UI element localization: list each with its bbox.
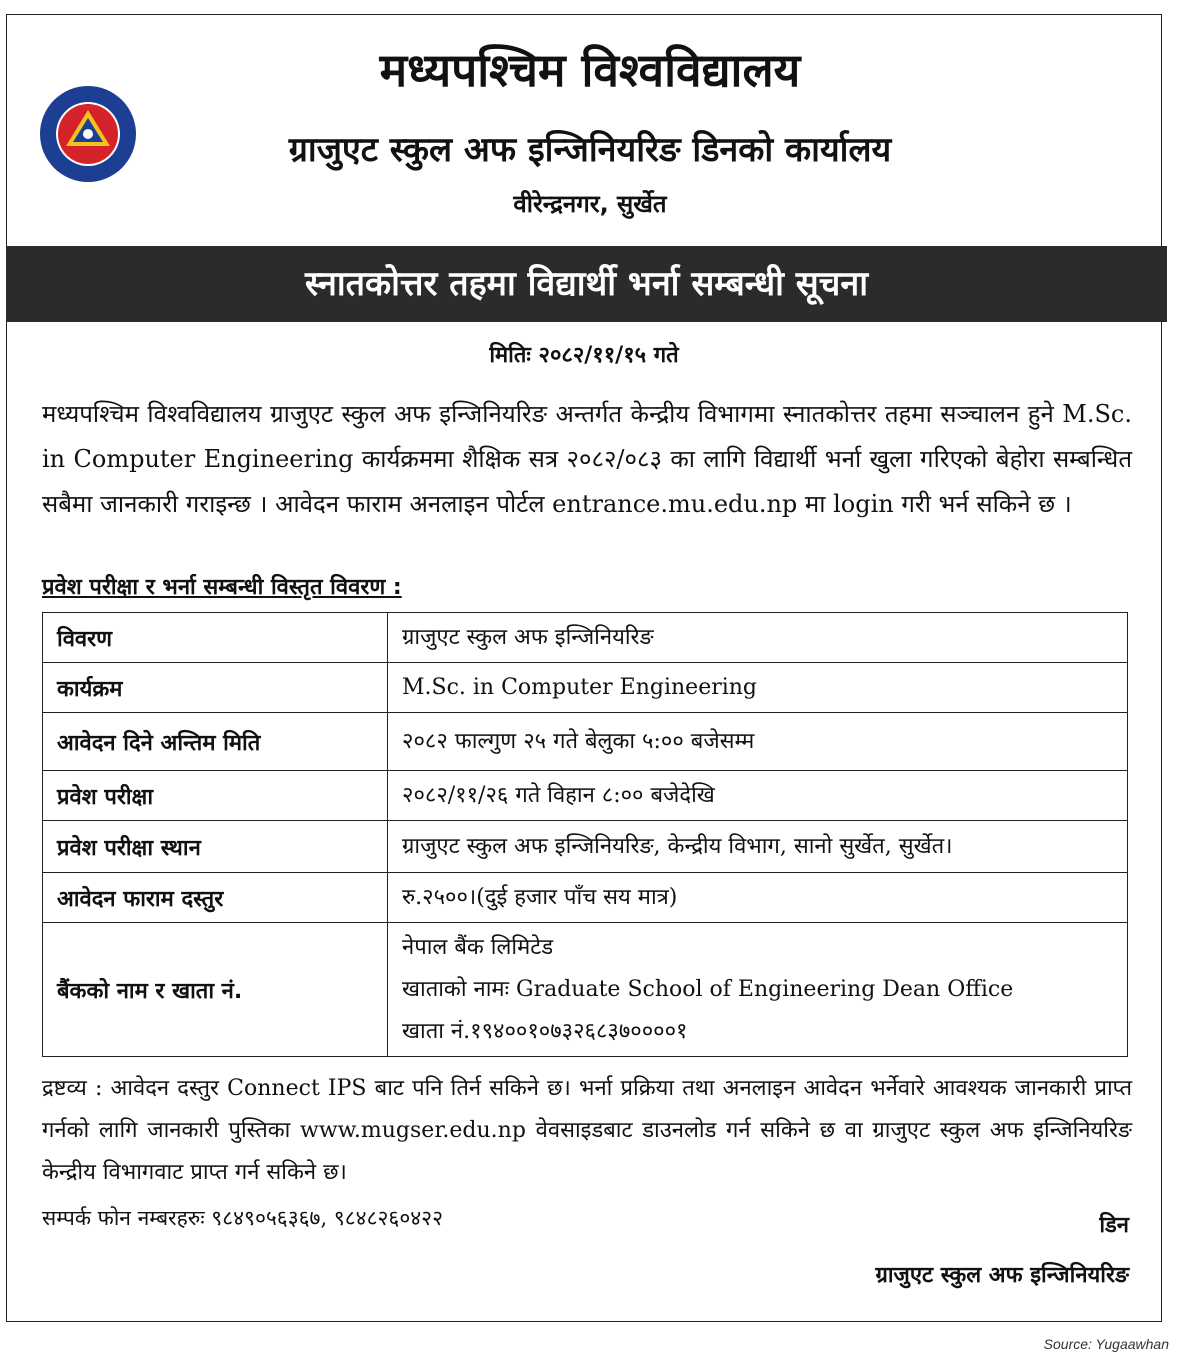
details-heading: प्रवेश परीक्षा र भर्ना सम्बन्धी विस्तृत विवरण : [42,575,402,600]
account-name: खाताको नामः Graduate School of Engineering Dean Office [402,976,1014,1002]
table-row [43,923,1128,1057]
bank-details [388,923,1128,1057]
row-value: रु.२५००।(दुई हजार पाँच सय मात्र) [388,873,1128,923]
office-name: ग्राजुएट स्कुल अफ इन्जिनियरिङ डिनको कार्यालय [288,130,892,170]
table-row [43,821,1128,873]
university-name: मध्यपश्चिम विश्वविद्यालय [379,43,801,97]
row-value: २०८२/११/२६ गते विहान ८:०० बजेदेखि [388,771,1128,821]
details-table [42,612,1128,1057]
row-value: M.Sc. in Computer Engineering [388,663,1128,713]
row-label: विवरण [43,613,388,663]
row-value: ग्राजुएट स्कुल अफ इन्जिनियरिङ [388,613,1128,663]
bank-name: नेपाल बैंक लिमिटेड [402,934,554,960]
account-number: खाता नं.१९४००१०७३२६८३७००००१ [402,1018,688,1044]
university-logo [38,84,138,184]
row-label: प्रवेश परीक्षा स्थान [43,821,388,873]
address: वीरेन्द्रनगर, सुर्खेत [513,190,667,218]
table-row [43,713,1128,771]
table-row [43,873,1128,923]
table-row [43,613,1128,663]
row-label: आवेदन फाराम दस्तुर [43,873,388,923]
table-row [43,663,1128,713]
contact-numbers: सम्पर्क फोन नम्बरहरुः ९८४९०५६३६७, ९८४८२६०४२२ [42,1206,444,1230]
row-label: कार्यक्रम [43,663,388,713]
row-value: २०८२ फाल्गुण २५ गते बेलुका ५:०० बजेसम्म [388,713,1128,771]
note-paragraph: द्रष्टव्य : आवेदन दस्तुर Connect IPS बाट पनि तिर्न सकिने छ। भर्ना प्रक्रिया तथा अनलाइन आवेदन भर्नेवारे आवश्यक जानकारी प्राप्त गर्नको लागि जानकारी पुस्तिका www.mugser.edu.np वेवसाइडबाट डाउनलोड गर्न सकिने छ वा ग्राजुएट स्कुल अफ इन्जिनियरिङ केन्द्रीय विभागवाट प्राप्त गर्न सकिने छ। [42,1076,1132,1185]
bank-label: बैंकको नाम र खाता नं. [43,923,388,1057]
notice-title-banner: स्नातकोत्तर तहमा विद्यार्थी भर्ना सम्बन्धी सूचना [6,246,1167,322]
row-label: आवेदन दिने अन्तिम मिति [43,713,388,771]
signatory-title: डिन [1099,1213,1129,1238]
notice-date: मितिः २०८२/११/१५ गते [489,343,679,368]
signatory-office: ग्राजुएट स्कुल अफ इन्जिनियरिङ [875,1263,1129,1288]
notice-paragraph: मध्यपश्चिम विश्वविद्यालय ग्राजुएट स्कुल अफ इन्जिनियरिङ अन्तर्गत केन्द्रीय विभागमा स्नातकोत्तर तहमा सञ्चालन हुने M.Sc. in Computer Engineering कार्यक्रममा शैक्षिक सत्र २०८२/०८३ का लागि विद्यार्थी भर्ना खुला गरिएको बेहोरा सम्बन्धित सबैमा जानकारी गराइन्छ । आवेदन फाराम अनलाइन पोर्टल entrance.mu.edu.np मा login गरी भर्न सकिने छ । [42,400,1132,518]
source-credit: Source: Yugaawhan [1043,1336,1169,1352]
row-label: प्रवेश परीक्षा [43,771,388,821]
table-row [43,771,1128,821]
row-value: ग्राजुएट स्कुल अफ इन्जिनियरिङ, केन्द्रीय विभाग, सानो सुर्खेत, सुर्खेत। [388,821,1128,873]
